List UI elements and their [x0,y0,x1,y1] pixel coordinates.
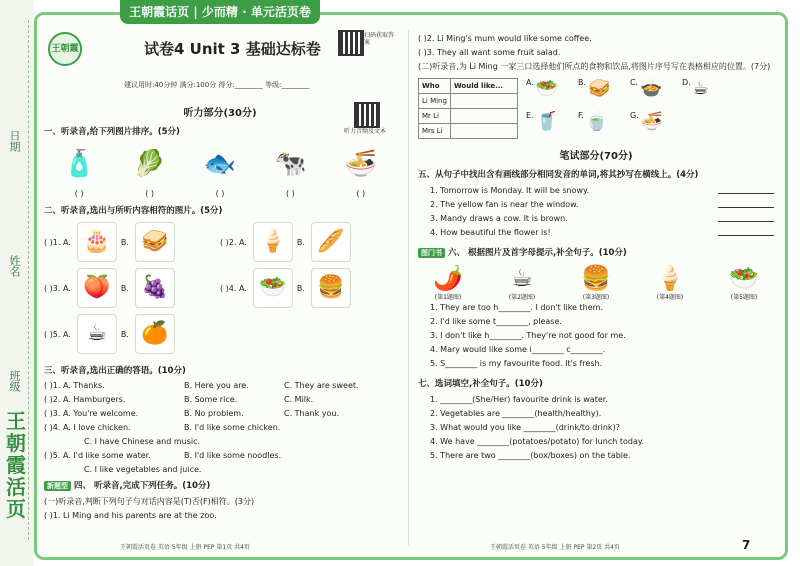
q2-grid [44,222,396,354]
q2-label[interactable]: ( )4. A. [220,283,247,293]
q2-item-3 [44,268,220,308]
q3-row[interactable]: ( )4. A. I love chicken. B. I'd like some chicken. [44,423,281,432]
q2-label[interactable]: ( )3. A. [44,283,71,293]
fish-icon: 🐟 [203,149,237,179]
grapes-icon: 🍇 [135,268,175,308]
q7-title: 七、选词填空,补全句子。(10分) [418,379,543,389]
q6-pic-4: 🍦 (第4题图) [640,264,700,301]
table-answer-cell[interactable] [450,94,517,109]
answer-blank[interactable]: ( ) [215,189,225,198]
table-row-label: Li Ming [419,94,451,109]
q6-title-row [418,246,774,258]
name-label: 姓名 [8,255,21,277]
ice-cream-icon: 🍦 [253,222,293,262]
q6-row[interactable]: 1. They are too h________. I don't like them. [430,303,603,312]
q4-statement-1[interactable]: ( )1. Li Ming and his parents are at the zoo. [44,511,217,520]
q4-part2: (二)听录音,为 Li Ming 一家三口选择他们所点的食物和饮品,将图片序号写在表格相应的位置。(7分) [418,62,771,71]
right-column [418,24,774,463]
hamburger-icon: 🍔 [581,264,611,292]
noodles-icon: 🍜 [344,149,377,179]
class-label: 班级 [8,370,21,392]
q6-row[interactable]: 5. S________ is my favourite food. It's fresh. [430,359,603,368]
q3-list [44,381,396,474]
sandwich-icon: 🥪 [587,78,611,99]
q2-item-2 [220,222,396,262]
q4-order-area [418,78,774,139]
option-b-letter: B. [296,237,305,247]
tea-icon: 🍵 [585,110,609,132]
table-answer-cell[interactable] [450,124,517,139]
hamburger-icon: 🍔 [311,268,351,308]
q5-title: 五、从句子中找出含有画线部分相同发音的单词,将其抄写在横线上。(4分) [418,170,699,180]
table-answer-cell[interactable] [450,109,517,124]
q6-pic-3: 🍔 (第3题图) [566,264,626,301]
answer-blank[interactable]: ( ) [285,189,295,198]
qr-code-audio[interactable] [354,102,380,128]
q7-list [418,393,774,463]
date-label: 日期 [8,130,21,152]
table-row-label: Mrs Li [419,124,451,139]
header [44,24,396,64]
salad-icon: 🥗 [729,264,759,292]
soup-icon: 🍲 [640,78,663,99]
q2-item-4 [220,268,396,308]
q4-title: 四、 听录音,完成下列任务。(10分) [74,481,211,491]
answer-blank[interactable]: ( ) [74,189,84,198]
answer-blank[interactable]: ( ) [145,189,154,198]
q5-row[interactable]: 1. Tomorrow is Monday. It will be snowy. [418,184,774,198]
q7-row[interactable]: 3. What would you like ________(drink/to drink)? [430,423,620,432]
writing-section-title: 笔试部分(70分) [559,151,633,162]
q1-title: 一、听录音,给下列图片排序。(5分) [44,127,180,137]
tea-cup-icon: ☕ [511,264,533,292]
food-option-f: F. 🍵 [577,110,609,132]
q6-pic-5: 🥗 (第5题图) [714,264,774,301]
pepper-icon: 🌶️ [433,264,463,292]
salad-icon: 🥗 [535,78,559,99]
q3-row[interactable]: ( )1. A. Thanks. B. Here you are. C. They are sweet. [44,381,359,390]
food-option-g: G. 🍜 [629,110,664,132]
qr-code-answers[interactable] [338,30,364,56]
qr-note-audio: 听力音频及文本 [344,128,387,135]
q6-list [418,301,774,371]
q6-pictures [418,264,774,301]
option-b-letter: B. [296,283,305,293]
q7-row[interactable]: 1. ________(She/Her) favourite drink is water. [430,395,608,404]
q2-label[interactable]: ( )1. A. [44,237,71,247]
q2-title: 二、听录音,选出与所听内容相符的图片。(5分) [44,206,223,216]
q3-title: 三、听录音,选出正确的答语。(10分) [44,366,186,376]
option-b-letter: B. [120,283,129,293]
food-options [526,78,734,139]
listening-section-title: 听力部分(30分) [183,108,257,119]
vegetables-icon: 🥬 [133,149,166,179]
coffee-icon: ☕ [692,78,709,99]
table-header: Would like... [450,79,517,94]
logo: 王朝霞 [48,32,82,66]
left-column [44,24,396,523]
q6-row[interactable]: 2. I'd like some t________, please. [430,317,562,326]
q5-row[interactable]: 4. How beautiful the flower is! [418,226,774,240]
table-row-label: Mr Li [419,109,451,124]
q7-row[interactable]: 2. Vegetables are ________(health/healthy). [430,409,602,418]
order-table [418,78,518,139]
q4-statement-2[interactable]: ( )2. Li Ming's mum would like some coffee. [418,34,592,43]
page-title: 试卷4 Unit 3 基础达标卷 [144,40,321,58]
cow-icon: 🐄 [274,149,307,179]
option-b-letter: B. [120,237,129,247]
q3-row[interactable]: ( )2. A. Hamburgers. B. Some rice. C. Milk. [44,395,314,404]
food-option-d: D. ☕ [681,78,709,99]
q2-item-1 [44,222,220,262]
q5-row[interactable]: 3. Mandy draws a cow. It is brown. [418,212,774,226]
q4-statement-3[interactable]: ( )3. They all want some fruit salad. [418,48,561,57]
footer-left: 王朝霞活页卷 英语 5年级 上册 PEP 第1页 共4页 [120,544,250,551]
binding-strip [0,0,34,566]
option-b-letter: B. [120,329,129,339]
ice-cream-icon: 🍦 [655,264,685,292]
footer-right: 王朝霞活页卷 英语 5年级 上册 PEP 第2页 共4页 [490,544,620,551]
bread-icon: 🥖 [311,222,351,262]
new-type-badge: 新题型 [44,481,71,491]
cut-line [28,20,29,540]
orange-icon: 🍊 [135,314,175,354]
food-option-a: A. 🥗 [525,78,559,99]
top-banner: 王朝霞话页 | 少而精 · 单元活页卷 [120,0,320,24]
q5-row[interactable]: 2. The yellow fan is near the window. [418,198,774,212]
cake-icon: 🎂 [77,222,117,262]
page-number: 7 [742,538,751,552]
q2-label[interactable]: ( )5. A. [44,329,71,339]
salad-icon: 🥗 [253,268,293,308]
q4-part1: (一)听录音,判断下列句子与对话内容是(T)否(F)相符。(3分) [44,497,255,506]
q6-row[interactable]: 3. I don't like h________. They're not good for me. [430,331,626,340]
q7-row[interactable]: 5. There are two ________(box/boxes) on the table. [430,451,631,460]
q6-pic-1: 🌶️ (第1题图) [418,264,478,301]
q6-row[interactable]: 4. Mary would like some i________ c________. [430,345,606,354]
answer-blank[interactable]: ( ) [356,189,366,198]
food-option-e: E. 🥤 [525,110,558,132]
bottle-icon: 🧴 [63,149,96,179]
q3-row[interactable]: ( )3. A. You're welcome. B. No problem. C. Thank you. [44,409,340,418]
fruit-icon: 🍑 [77,268,117,308]
q7-row[interactable]: 4. We have ________(potatoes/potato) for lunch today. [430,437,644,446]
q4-title-row [44,479,396,491]
brand-vertical: 王朝霞活页 [6,409,26,521]
juice-bottle-icon: 🥤 [535,110,558,132]
q3-row-cont: C. I like vegetables and juice. [84,465,202,474]
food-option-b: B. 🥪 [577,78,611,99]
q1-answer-row [44,189,396,198]
q6-pic-2: ☕ (第2题图) [492,264,552,301]
q3-row-cont: C. I have Chinese and music. [84,437,201,446]
test-meta: 建议用时:40分钟 满分:100分 得分:________ 等级:________ [124,81,310,89]
q5-list [418,184,774,240]
sandwich-icon: 🥪 [135,222,175,262]
picture-badge: 图门书 [418,248,445,258]
food-option-c: C. 🍲 [629,78,663,99]
column-divider [408,30,409,545]
qr-note-answers: 扫码获取答案 [364,32,395,46]
q1-pictures [44,143,396,185]
q3-row[interactable]: ( )5. A. I'd like some water. B. I'd like some noodles. [44,451,282,460]
noodles-icon: 🍜 [640,110,664,132]
q6-title: 六、 根据图片及首字母提示,补全句子。(10分) [448,248,627,258]
tea-cup-icon: ☕ [77,314,117,354]
table-header: Who [419,79,451,94]
q2-item-5 [44,314,220,354]
q2-label[interactable]: ( )2. A. [220,237,247,247]
